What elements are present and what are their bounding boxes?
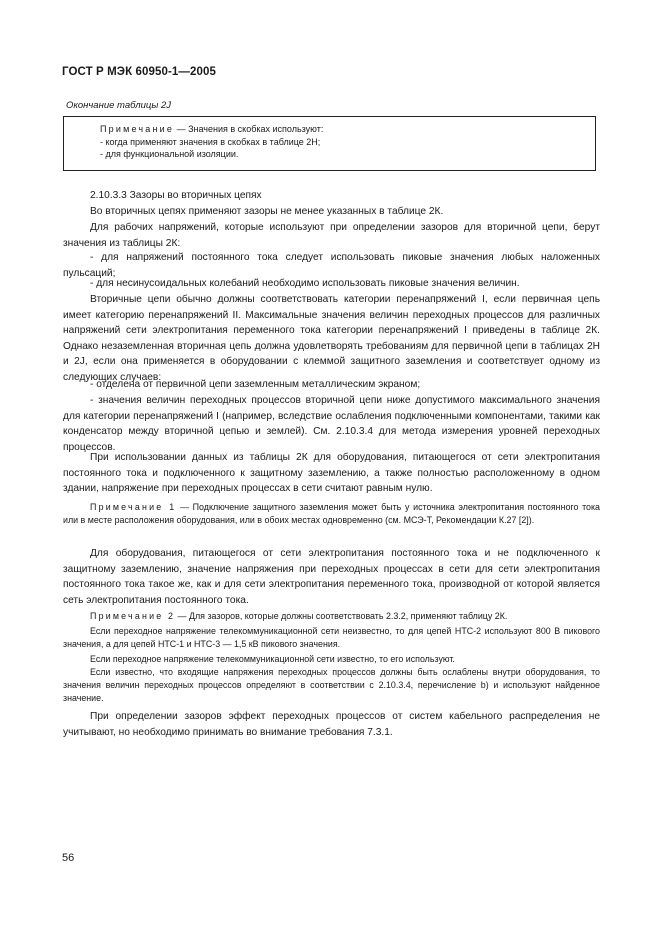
paragraph: Для оборудования, питающегося от сети электропитания постоянного тока и не подключенного к защитному заземлению, значение напряжения при переходных процессах в сети для сети электропитания постоянного тока такое же, как и для сети электропитания переменного тока, производной от которой является сеть электропитания постоянного тока. <box>63 548 600 606</box>
table-continuation-caption: Окончание таблицы 2J <box>66 100 171 111</box>
note-2-text: Если известно, что входящие напряжения переходных процессов должны быть ослаблены внутри оборудования, то значения величин переходных процессов определяют в соответствии с 2.10.3.4, перечисление b) и используют найденное значение. <box>63 667 600 703</box>
list-item: - отделена от первичной цепи заземленным металлическим экраном; <box>90 379 421 390</box>
table-note-line: - когда применяют значения в скобках в таблице 2H; <box>100 136 321 147</box>
paragraph: При использовании данных из таблицы 2К для оборудования, питающегося от сети электропитания постоянного тока и подключенного к защитному заземлению, а также полностью расположенному в одном здании, напряжение при переходных процессах в сети считают равным нулю. <box>63 452 600 494</box>
note-1: Примечание 1 — Подключение защитного заземления может быть у источника электропитания постоянного тока или в месте расположения оборудования, или в обоих местах одновременно (см. МСЭ-Т, Рекомендации К.27 [2]). <box>63 502 600 525</box>
paragraph: Вторичные цепи обычно должны соответствовать категории перенапряжений I, если первичная цепь имеет категорию перенапряжений II. Максимальные значения величин переходных процессов для различных напряжений сети электропитания переменного тока категории перенапряжений I приведены в таблице 2К. Однако незаземленная вторичная цепь должна удовлетворять требованиям для первичной цепи в таблицах 2Н и 2J, если она применяется в оборудовании с клеммой защитного заземления и соответствует одному из следующих случаев: <box>63 294 600 383</box>
note-2-heading: Примечание 2 — Для зазоров, которые должны соответствовать 2.3.2, применяют таблицу 2К. <box>90 611 508 621</box>
table-note-line: - для функциональной изоляции. <box>100 149 239 160</box>
paragraph: Во вторичных цепях применяют зазоры не менее указанных в таблице 2К. <box>90 206 444 217</box>
note-2-text: Если переходное напряжение телекоммуникационной сети известно, то его используют. <box>90 654 455 664</box>
table-note-box <box>63 116 596 171</box>
list-item: - для несинусоидальных колебаний необходимо использовать пиковые значения величин. <box>90 278 520 289</box>
section-title: 2.10.3.3 Зазоры во вторичных цепях <box>90 190 262 201</box>
list-item: - значения величин переходных процессов вторичной цепи ниже допустимого максимального значения для категории перенапряжений I (например, вследствие ослабления подключенными компонентами, такими как конденсатор между вторичной цепью и землей). См. 2.10.3.4 для метода измерения уровней переходных процессов. <box>63 395 600 453</box>
note-2-text: Если переходное напряжение телекоммуникационной сети неизвестно, то для цепей НТС-2 используют 800 В пикового значения, а для цепей НТС-1 и НТС-3 — 1,5 кВ пикового значения. <box>63 626 600 649</box>
note-label: Примечание <box>100 124 175 134</box>
list-item: - для напряжений постоянного тока следует использовать пиковые значения любых наложенных пульсаций; <box>63 252 600 279</box>
document-code: ГОСТ Р МЭК 60950-1—2005 <box>62 66 216 78</box>
paragraph: Для рабочих напряжений, которые используют при определении зазоров для вторичной цепи, берут значения из таблицы 2К: <box>63 222 600 249</box>
page-number: 56 <box>62 852 75 864</box>
paragraph: При определении зазоров эффект переходных процессов от систем кабельного распределения не учитывают, но необходимо принимать во внимание требования 7.3.1. <box>63 711 600 738</box>
table-note-heading: Примечание — Значения в скобках используют: <box>100 124 324 134</box>
